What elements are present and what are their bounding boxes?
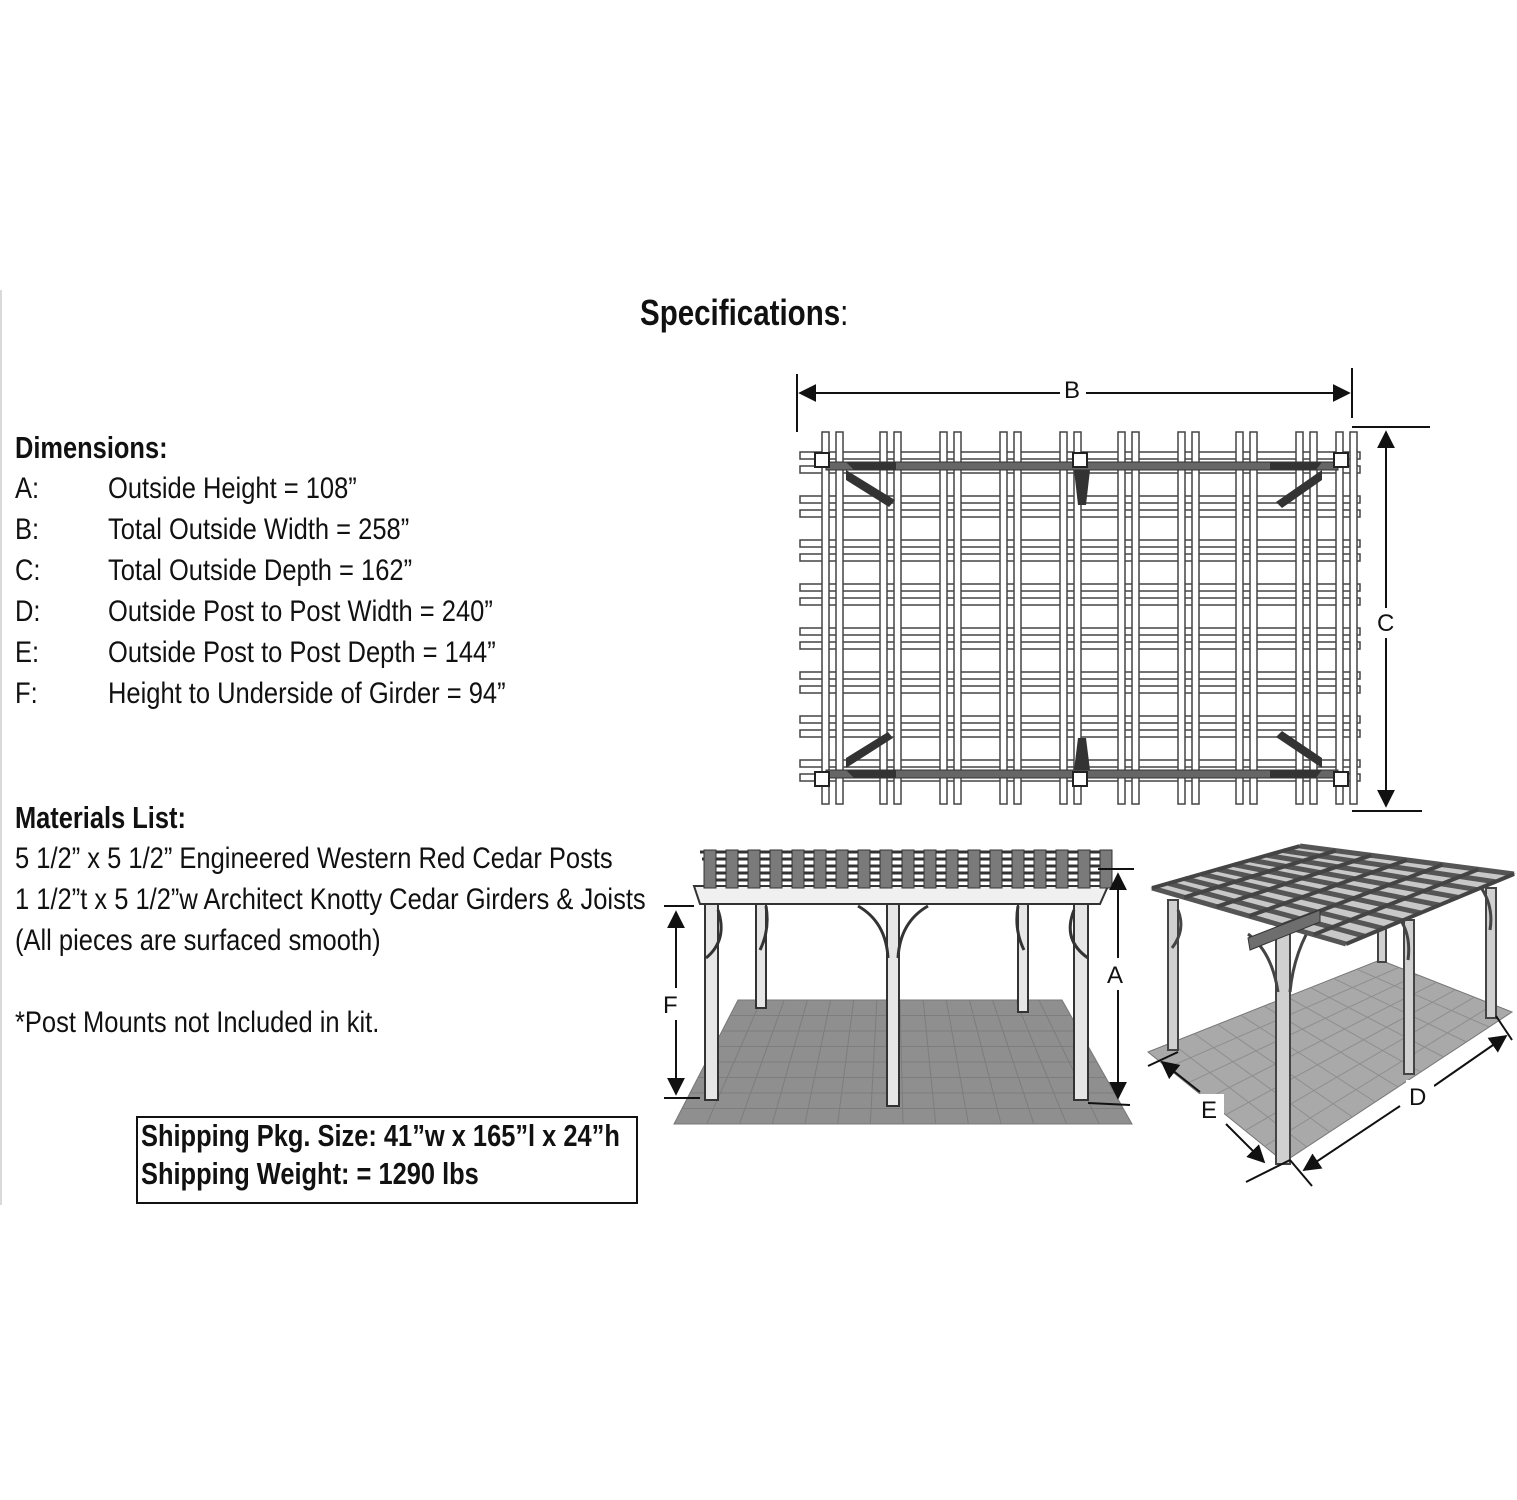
girder-board xyxy=(1336,432,1343,804)
top-view-plan xyxy=(800,432,1360,804)
dimension-key: E: xyxy=(15,636,40,669)
roof-rafter xyxy=(748,850,760,888)
top-view-girders xyxy=(822,432,1357,804)
roof-rafter xyxy=(1034,850,1046,888)
roof-rafter xyxy=(1012,850,1024,888)
post-mount-note: *Post Mounts not Included in kit. xyxy=(15,1006,380,1039)
front-view xyxy=(674,850,1132,1124)
girder-board xyxy=(1236,432,1243,804)
roof-rafter xyxy=(770,850,782,888)
roof-rafter xyxy=(792,850,804,888)
perspective-floor-slab xyxy=(1148,960,1512,1162)
label-a: A xyxy=(1107,962,1124,989)
dimension-value: Height to Underside of Girder = 94” xyxy=(108,677,506,710)
label-d: D xyxy=(1409,1084,1427,1111)
dimension-value: Outside Post to Post Width = 240” xyxy=(108,595,493,628)
label-f: F xyxy=(663,992,678,1019)
perspective-roof-lattice xyxy=(1152,846,1514,950)
page-title: Specifications: xyxy=(640,292,849,333)
dimension-value: Outside Post to Post Depth = 144” xyxy=(108,636,496,669)
roof-rafter xyxy=(946,850,958,888)
girder-board xyxy=(1192,432,1199,804)
roof-rafter xyxy=(814,850,826,888)
dimension-value: Total Outside Width = 258” xyxy=(108,513,410,546)
roof-rafter xyxy=(902,850,914,888)
roof-rafter xyxy=(836,850,848,888)
label-b: B xyxy=(1064,377,1081,404)
dimension-key: D: xyxy=(15,595,41,628)
label-c: C xyxy=(1377,610,1395,637)
girder-board xyxy=(1060,432,1067,804)
roof-rafter xyxy=(968,850,980,888)
dimension-value: Outside Height = 108” xyxy=(108,472,357,505)
girder-board xyxy=(1178,432,1185,804)
dimension-key: A: xyxy=(15,472,40,505)
roof-rafter xyxy=(726,850,738,888)
roof-rafter xyxy=(858,850,870,888)
girder-board xyxy=(1350,432,1357,804)
girder-board xyxy=(894,432,901,804)
girder-board xyxy=(1132,432,1139,804)
front-girder xyxy=(694,886,1108,904)
dimensions-heading: Dimensions: xyxy=(15,430,168,465)
material-posts: 5 1/2” x 5 1/2” Engineered Western Red Cedar Posts xyxy=(15,842,613,875)
material-surface-note: (All pieces are surfaced smooth) xyxy=(15,924,381,957)
roof-rafter xyxy=(1056,850,1068,888)
girder-board xyxy=(1000,432,1007,804)
girder-board xyxy=(1250,432,1257,804)
roof-rafter xyxy=(880,850,892,888)
roof-rafter xyxy=(924,850,936,888)
roof-rafter xyxy=(990,850,1002,888)
material-girders: 1 1/2”t x 5 1/2”w Architect Knotty Cedar Girders & Joists xyxy=(15,883,646,916)
girder-board xyxy=(1118,432,1125,804)
girder-board xyxy=(880,432,887,804)
girder-board xyxy=(822,432,829,804)
dimension-key: F: xyxy=(15,677,38,710)
girder-board xyxy=(1310,432,1317,804)
dimension-key: C: xyxy=(15,554,41,587)
dimension-value: Total Outside Depth = 162” xyxy=(108,554,413,587)
shipping-size: Shipping Pkg. Size: 41”w x 165”l x 24”h xyxy=(141,1118,620,1153)
shipping-weight: Shipping Weight: = 1290 lbs xyxy=(141,1156,479,1191)
dimension-key: B: xyxy=(15,513,40,546)
materials-heading: Materials List: xyxy=(15,800,186,835)
girder-board xyxy=(954,432,961,804)
label-e: E xyxy=(1201,1097,1218,1124)
girder-board xyxy=(836,432,843,804)
girder-board xyxy=(940,432,947,804)
girder-board xyxy=(1014,432,1021,804)
roof-rafter xyxy=(1078,850,1090,888)
roof-rafter xyxy=(704,850,716,888)
front-roof-lattice xyxy=(700,850,1112,888)
